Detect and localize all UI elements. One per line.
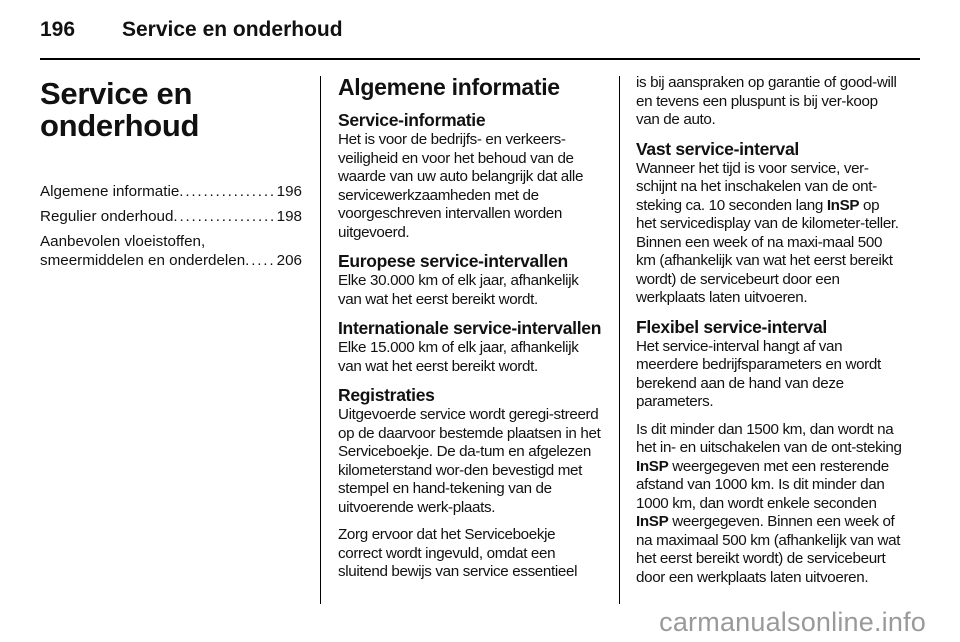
column-divider-1 xyxy=(320,76,321,604)
paragraph-registrations-2: Zorg ervoor dat het Serviceboekje correct wordt ingevuld, omdat een sluitend bewijs van service essentieel xyxy=(338,526,578,580)
toc-item-recommended-fluids[interactable] xyxy=(40,232,302,270)
toc-label: Algemene informatie xyxy=(40,183,180,200)
toc-leader xyxy=(245,251,274,270)
insp-code: InSP xyxy=(636,457,669,475)
column-middle xyxy=(338,74,602,591)
paragraph-flexible-1: Het service-interval hangt af van meerdere bedrijfsparameters en wordt berekend aan de hand van deze parameters. xyxy=(636,337,881,410)
subheading-international: Internationale service-intervallen xyxy=(338,318,602,338)
chapter-title-line1: Service en xyxy=(40,76,193,111)
page-header xyxy=(40,18,920,48)
toc-page: 206 xyxy=(276,252,302,269)
paragraph-fixed-interval: Wanneer het tijd is voor service, ver-schijnt na het inschakelen van de ont-steking ca. 10 seconden lang InSP op het servicedisplay van de kilometer-teller. Binnen een week of na maxi-maal 500 km (afhankelijk van wat het eerst bereikt wordt) de servicebeurt door een werkplaats laten uitvoeren. xyxy=(636,159,899,306)
subheading-flexible-interval: Flexibel service-interval xyxy=(636,316,827,337)
page-number: 196 xyxy=(40,18,76,41)
column-toc xyxy=(40,74,302,276)
subheading-registrations: Registraties xyxy=(338,385,435,405)
subheading-fixed-interval: Vast service-interval xyxy=(636,138,799,159)
subheading-service-info: Service-informatie xyxy=(338,110,486,130)
toc-label-line1: Aanbevolen vloeistoffen, xyxy=(40,233,206,250)
paragraph-flexible-2: Is dit minder dan 1500 km, dan wordt na het in- en uitschakelen van de ont-steking InSP weergegeven met een resterende afstand van 1000 km. Is dit minder dan 1000 km, dan wordt enkele seconden InSP weergegeven. Binnen een week of na maximaal 500 km (afhankelijk van wat het eerst bereikt wordt) de servicebeurt door een werkplaats laten uitvoeren. xyxy=(636,420,902,586)
header-rule xyxy=(40,58,920,60)
watermark: carmanualsonline.info xyxy=(659,607,926,637)
paragraph-service-info: Het is voor de bedrijfs- en verkeers-veiligheid en voor het behoud van de waarde van uw auto belangrijk dat alle servicewerkzaamheden met de voorgeschreven intervallen worden uitgevoerd. xyxy=(338,131,584,241)
chapter-title-line2: onderhoud xyxy=(40,108,200,143)
toc-page: 196 xyxy=(276,183,302,200)
toc-item-general[interactable] xyxy=(40,182,302,201)
insp-code: InSP xyxy=(826,196,860,214)
running-title: Service en onderhoud xyxy=(122,18,343,41)
toc-leader xyxy=(173,207,274,226)
section-title: Algemene informatie xyxy=(338,74,560,100)
paragraph-registrations: Uitgevoerde service wordt geregi-streerd op de daarvoor bestemde plaatsen in het Serviceboekje. De da-tum en afgelezen kilometerstand wor-den bevestigd met stempel en hand-tekening van de uitvoerende werk-plaats. xyxy=(338,406,601,516)
chapter-title xyxy=(40,78,302,142)
column-divider-2 xyxy=(619,76,620,604)
toc-label-line2: smeermiddelen en onderdelen xyxy=(40,252,246,269)
column-right xyxy=(636,74,902,596)
subheading-european: Europese service-intervallen xyxy=(338,251,568,271)
toc-item-regular-maintenance[interactable] xyxy=(40,207,302,226)
toc-label: Regulier onderhoud xyxy=(40,208,174,225)
insp-code: InSP xyxy=(636,513,669,530)
paragraph-international: Elke 15.000 km of elk jaar, afhankelijk van wat het eerst bereikt wordt. xyxy=(338,339,579,375)
toc-page: 198 xyxy=(276,208,302,225)
paragraph-continued: is bij aanspraken op garantie of good-will en tevens een pluspunt is bij ver-koop van de auto. xyxy=(636,74,897,128)
paragraph-european: Elke 30.000 km of elk jaar, afhankelijk van wat het eerst bereikt wordt. xyxy=(338,272,579,308)
toc-leader xyxy=(179,182,274,201)
